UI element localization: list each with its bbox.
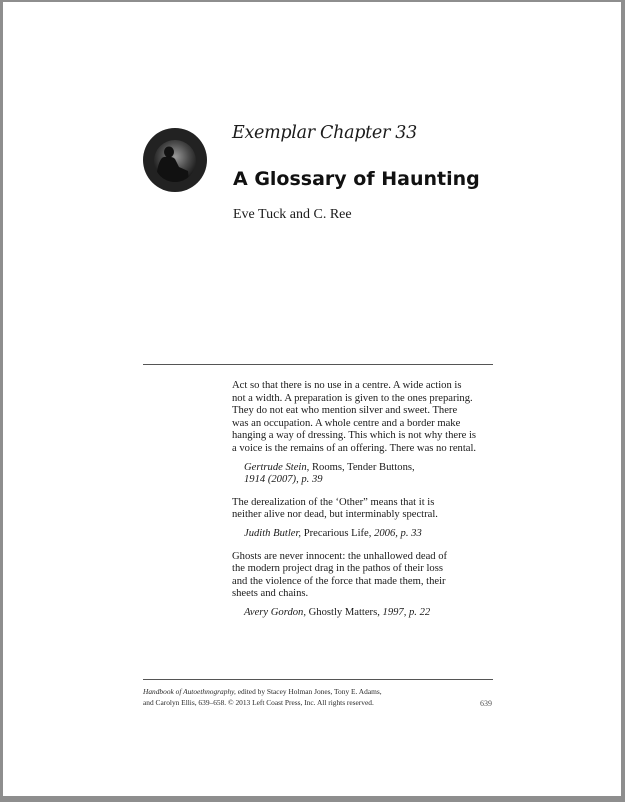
epigraph-quote: Ghosts are never innocent: the unhallowed dead of the modern project drag in the pathos of their loss and the violence of the force that made them, their sheets and chains.	[232, 550, 448, 600]
footnote-copyright: and Carolyn Ellis, 639–658. © 2013 Left Coast Press, Inc. All rights reserved.	[143, 697, 374, 707]
epigraph-quote: Act so that there is no use in a centre. A wide action is not a width. A preparation is given to the ones preparing. They do not eat who mention silver and sweet. There was an occupation. A whole centre and a border make hanging a way of dressing. This which is not why there is a voice is the remains of an offering. There was no rental.	[232, 380, 477, 454]
attribution-detail: 2006, p. 33	[374, 527, 422, 539]
attribution-detail: 1997, p. 22	[382, 606, 431, 618]
top-divider	[143, 364, 493, 365]
epigraph-butler	[232, 497, 482, 541]
epigraph-stein	[232, 380, 482, 487]
footnote-book-title: Handbook of Autoethnography,	[143, 687, 236, 696]
page-number: 639	[480, 699, 492, 708]
footer-divider	[143, 679, 493, 680]
chapter-label: Exemplar Chapter 33	[232, 123, 417, 143]
epigraph-gordon	[232, 551, 482, 620]
attribution-author: Avery Gordon,	[244, 606, 306, 618]
epigraph-attribution	[244, 462, 482, 487]
citation-footnote	[143, 687, 382, 708]
document-page	[3, 2, 621, 796]
chapter-title: A Glossary of Haunting	[233, 168, 480, 190]
attribution-author: Judith Butler,	[244, 527, 302, 539]
footnote-editors: edited by Stacey Holman Jones, Tony E. Adams,	[237, 687, 382, 696]
attribution-work: Ghostly Matters,	[308, 606, 380, 618]
epigraph-attribution	[244, 528, 482, 541]
attribution-author: Gertrude Stein,	[244, 461, 310, 473]
chapter-authors: Eve Tuck and C. Ree	[233, 207, 352, 222]
epigraph-attribution	[244, 607, 482, 620]
ring-silhouette-icon	[140, 127, 210, 193]
attribution-detail: 1914 (2007), p. 39	[244, 474, 323, 486]
attribution-work: Precarious Life,	[303, 527, 372, 539]
epigraph-quote: The derealization of the ‘Other” means that it is neither alive nor dead, but interminably spectral.	[232, 496, 438, 521]
epigraph-section	[232, 380, 482, 630]
attribution-work: Rooms, Tender Buttons,	[311, 461, 415, 473]
